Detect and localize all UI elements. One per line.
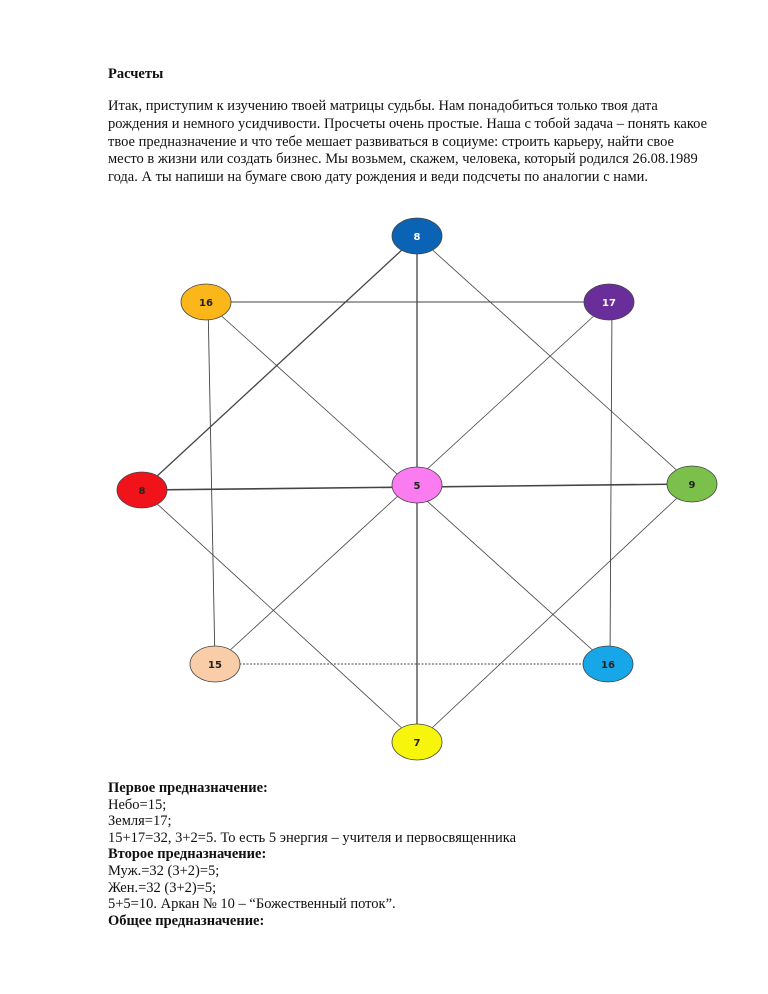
node-value: 7 <box>413 738 421 749</box>
second-result-line: 5+5=10. Аркан № 10 – “Божественный поток”. <box>108 896 396 913</box>
node-top-right <box>584 284 634 320</box>
first-purpose-title: Первое предназначение: <box>108 780 268 796</box>
node-bottom-left <box>190 646 240 682</box>
female-line: Жен.=32 (3+2)=5; <box>108 879 217 896</box>
node-center <box>392 467 442 503</box>
node-top <box>392 218 442 254</box>
section-heading: Расчеты <box>108 66 164 82</box>
node-bottom-right <box>583 646 633 682</box>
line-top-right <box>417 236 692 484</box>
node-value: 8 <box>413 232 421 243</box>
node-right <box>667 466 717 502</box>
line-top-left <box>142 236 417 490</box>
node-value: 5 <box>413 481 421 492</box>
node-bottom <box>392 724 442 760</box>
line-left-bottom <box>142 490 417 742</box>
node-value: 16 <box>601 660 615 671</box>
node-left <box>117 472 167 508</box>
line-topleft-bottomleft <box>208 302 215 664</box>
calculations-block <box>108 780 708 929</box>
intro-text: Итак, приступим к изучению твоей матрицы судьбы. Нам понадобиться только твоя дата рождения и немного усидчивости. Просчеты очень простые. Наша с тобой задача – понять какое твое предназначение и что тебе мешает развиваться в социуме: строить карьеру, найти свое место в жизни или создать бизнес. Мы возьмем, скажем, человека, который родился 26.08.1989 года. А ты напиши на бумаге свою дату рождения и веди подсчеты по аналогии с нами. <box>108 98 708 186</box>
earth-line: Земля=17; <box>108 813 172 830</box>
node-value: 16 <box>199 298 213 309</box>
node-value: 8 <box>138 486 146 497</box>
line-topright-bottomright <box>610 302 612 664</box>
first-result-line: 15+17=32, 3+2=5. То есть 5 энергия – учителя и первосвященника <box>108 829 517 846</box>
sky-line: Небо=15; <box>108 796 167 813</box>
line-right-bottom <box>417 484 692 742</box>
node-value: 17 <box>602 298 616 309</box>
male-line: Муж.=32 (3+2)=5; <box>108 862 220 879</box>
node-value: 15 <box>208 660 222 671</box>
node-value: 9 <box>688 480 696 491</box>
node-top-left <box>181 284 231 320</box>
general-purpose-title: Общее предназначение: <box>108 912 265 929</box>
second-purpose-title: Второе предназначение: <box>108 846 267 863</box>
